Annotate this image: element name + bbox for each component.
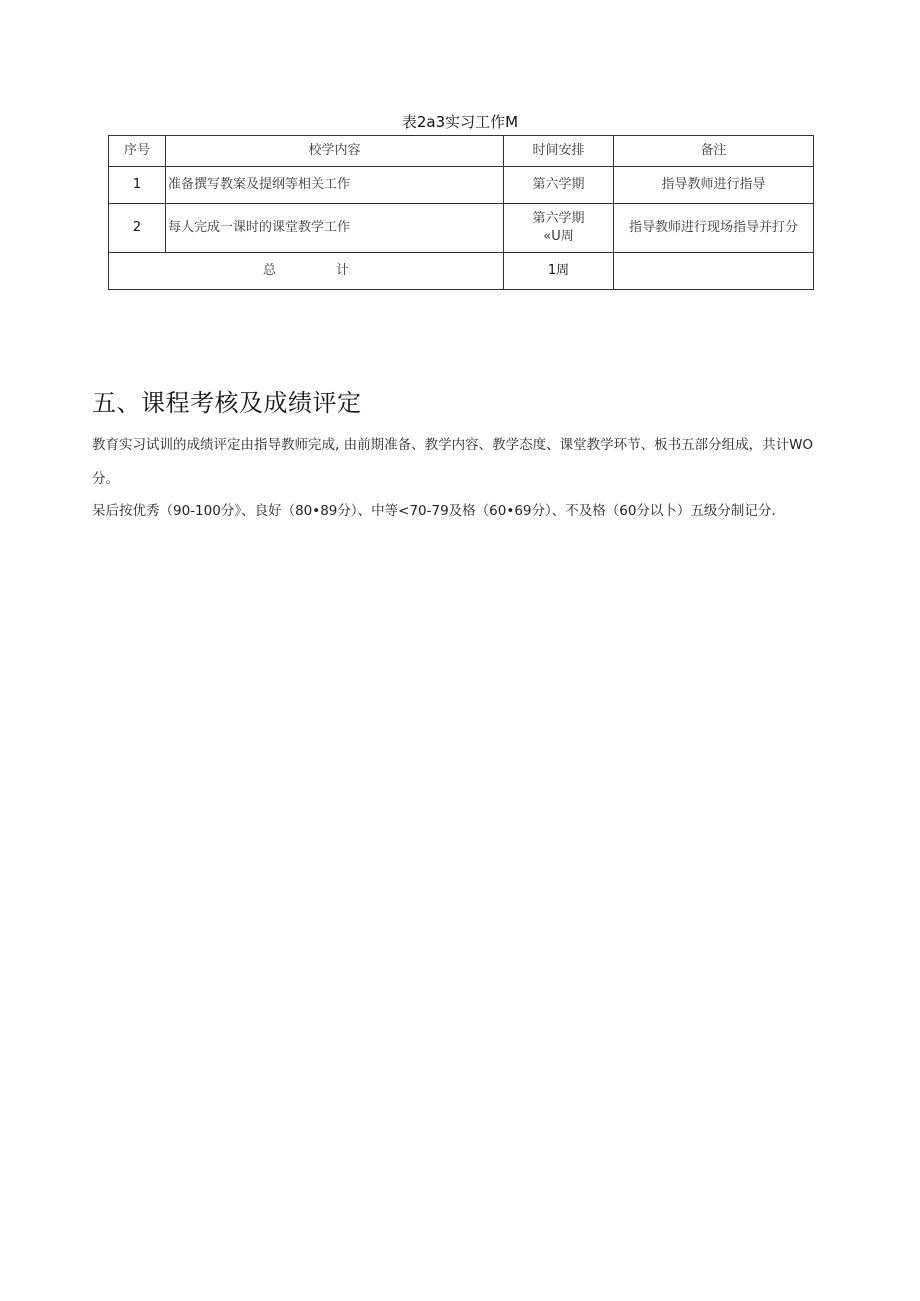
paragraph-grading-levels: 呆后按优秀（90-100分》、良好（80•89分）、中等<70-79及格（60•69分）、不及格（60分以卜）五级分制记分.: [92, 503, 776, 519]
paragraph-grading-composition: 教育实习试训的成绩评定由指导教师完成, 由前期准备、教学内容、教学态度、课堂教学环节、板书五部分组成，共计WO分。: [92, 437, 814, 487]
row-content: 每人完成一课时的课堂教学工作: [166, 204, 504, 253]
row-note: 指导教师进行指导: [614, 167, 814, 204]
total-label: [109, 253, 504, 290]
header-content: 校学内容: [166, 136, 504, 167]
row-time: 第六学期: [504, 167, 614, 204]
header-note: 备注: [614, 136, 814, 167]
table-total-row: [109, 253, 814, 290]
header-time: 时间安排: [504, 136, 614, 167]
row-no: 2: [109, 204, 166, 253]
total-label-a: 总: [262, 263, 276, 278]
section-title: 五、课程考核及成绩评定: [92, 389, 362, 417]
row-time: 第六学期 «U周: [504, 204, 614, 253]
table-row: [109, 204, 814, 253]
table-row: [109, 167, 814, 204]
total-time: 1周: [504, 253, 614, 290]
table-caption: 表2a3实习工作M: [401, 113, 519, 131]
total-note: [614, 253, 814, 290]
row-note: 指导教师进行现场指导并打分: [614, 204, 814, 253]
header-no: 序号: [109, 136, 166, 167]
internship-work-table: [108, 135, 814, 290]
total-label-b: 计: [336, 263, 350, 278]
row-no: 1: [109, 167, 166, 204]
table-header-row: [109, 136, 814, 167]
row-content: 准备撰写教案及提纲等相关工作: [166, 167, 504, 204]
